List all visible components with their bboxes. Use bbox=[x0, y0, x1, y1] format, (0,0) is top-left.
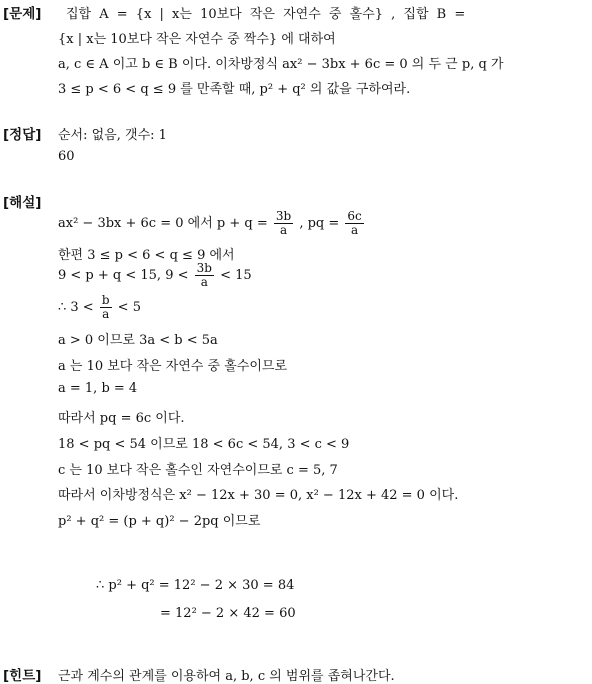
solution-line-2: 한편 3 ≤ p < 6 < q ≤ 9 에서 bbox=[58, 248, 235, 263]
solution-line-12: p² + q² = (p + q)² − 2pq 이므로 bbox=[58, 514, 261, 529]
final-equation-2: = 12² − 2 × 42 = 60 bbox=[160, 606, 296, 621]
fraction: $\frac{b}{a}$ bbox=[101, 293, 110, 321]
hint-text: 근과 계수의 관계를 이용하여 a, b, c 의 범위를 좁혀나간다. bbox=[58, 669, 395, 684]
solution-line-5: a > 0 이므로 3a < b < 5a bbox=[58, 333, 218, 348]
solution-line-1: ax² − 3bx + 6c = 0 에서 p + q = $\frac{3b}{a}$ , pq = $\frac{6c}{a}$ bbox=[58, 209, 362, 237]
solution-tag: [해설] bbox=[3, 195, 42, 211]
solution-line-9: 18 < pq < 54 이므로 18 < 6c < 54, 3 < c < 9 bbox=[58, 437, 350, 452]
solution-line-4: ∴ 3 < $\frac{b}{a}$ < 5 bbox=[58, 293, 141, 321]
fraction: $\frac{3b}{a}$ bbox=[196, 261, 212, 289]
fraction: $\frac{3b}{a}$ bbox=[275, 209, 292, 237]
solution-line-3: 9 < p + q < 15, 9 < $\frac{3b}{a}$ < 15 bbox=[58, 261, 252, 289]
answer-value: 60 bbox=[58, 149, 75, 164]
problem-tag: [문제] bbox=[3, 6, 42, 22]
problem-line-4: 3 ≤ p < 6 < q ≤ 9 를 만족할 때, p² + q² 의 값을 구하여라. bbox=[58, 82, 411, 97]
solution-line-8: 따라서 pq = 6c 이다. bbox=[58, 411, 185, 426]
solution-line-11: 따라서 이차방정식은 x² − 12x + 30 = 0, x² − 12x + 42 = 0 이다. bbox=[58, 488, 459, 503]
solution-line-10: c 는 10 보다 작은 홀수인 자연수이므로 c = 5, 7 bbox=[58, 463, 338, 478]
solution-line-6: a 는 10 보다 작은 자연수 중 홀수이므로 bbox=[58, 359, 288, 374]
fraction: $\frac{6c}{a}$ bbox=[347, 209, 362, 237]
final-equation-1: ∴ p² + q² = 12² − 2 × 30 = 84 bbox=[96, 578, 295, 593]
problem-line-2: {x | x는 10보다 작은 자연수 중 짝수} 에 대하여 bbox=[58, 32, 336, 47]
problem-line-3: a, c ∈ A 이고 b ∈ B 이다. 이차방정식 ax² − 3bx + 6c = 0 의 두 근 p, q 가 bbox=[58, 57, 504, 72]
answer-line-1: 순서: 없음, 갯수: 1 bbox=[58, 128, 167, 143]
hint-tag: [힌트] bbox=[3, 668, 42, 684]
problem-line-1: 집합 A = {x | x는 10보다 작은 자연수 중 홀수} , 집합 B = bbox=[66, 7, 466, 22]
solution-line-7: a = 1, b = 4 bbox=[58, 381, 138, 396]
answer-tag: [정답] bbox=[3, 127, 42, 143]
